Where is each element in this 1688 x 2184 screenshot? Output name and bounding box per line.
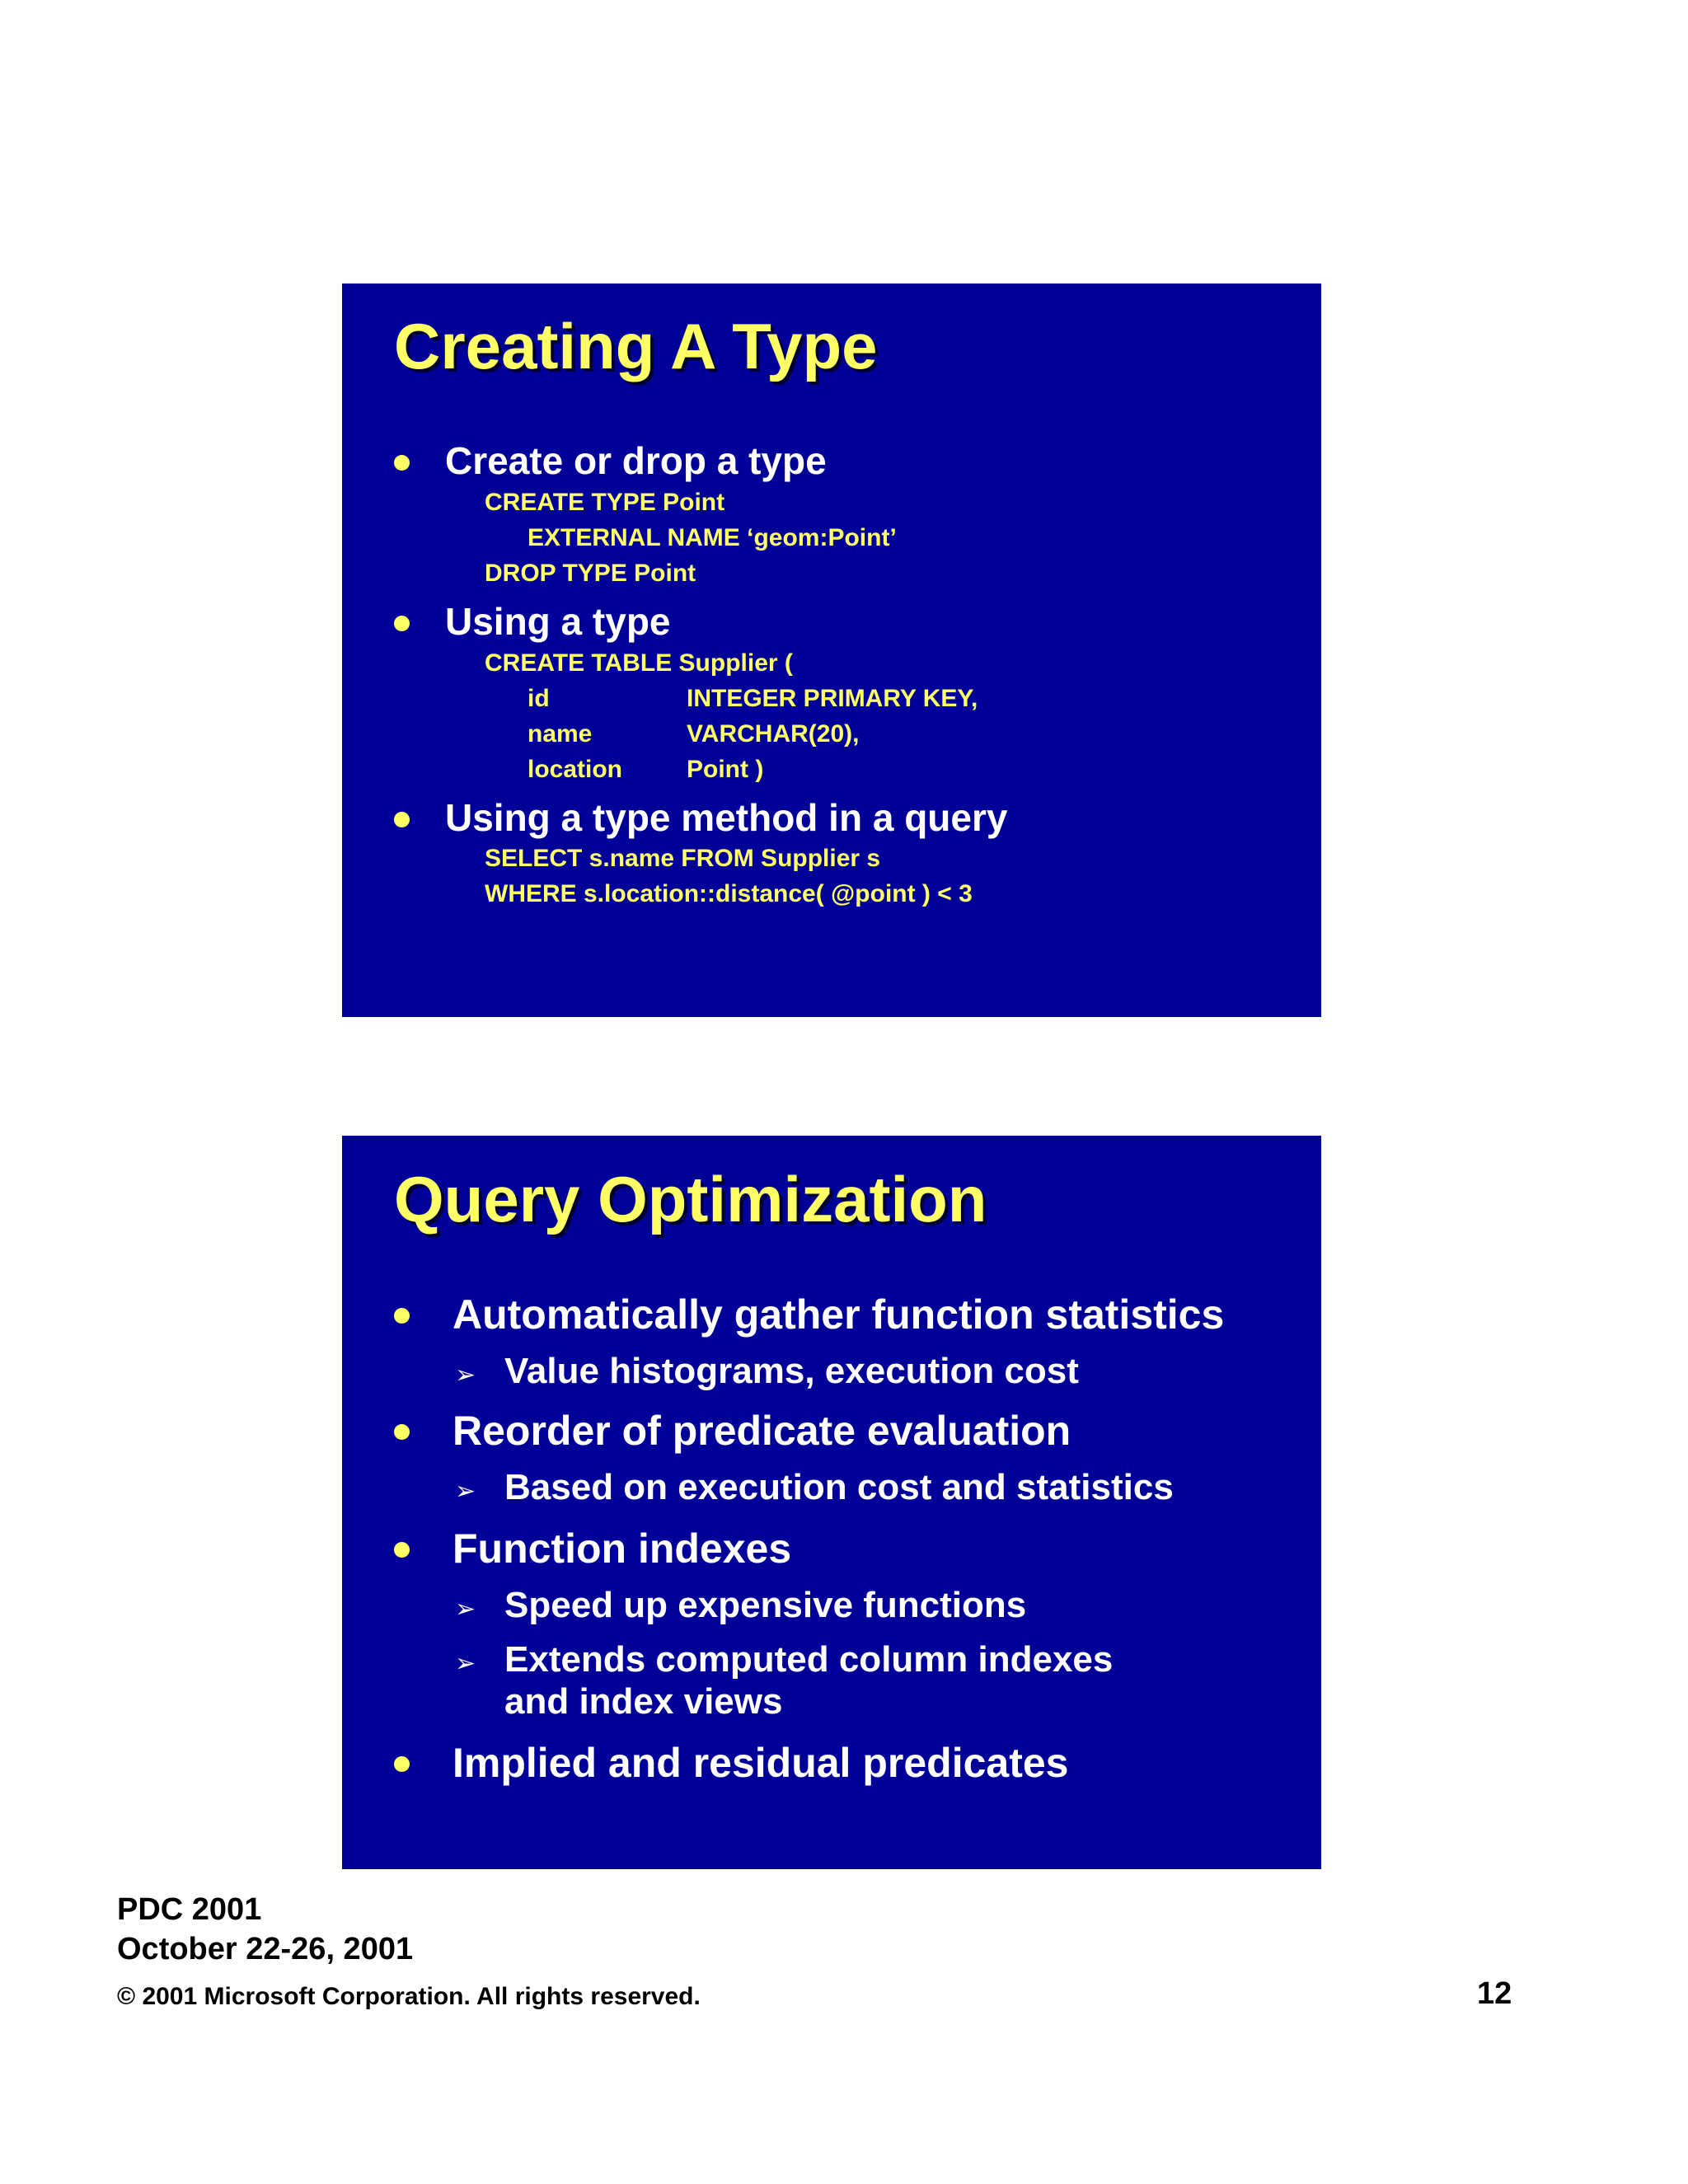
sub-bullet-text: Speed up expensive functions (504, 1585, 1027, 1625)
bullet-dot-icon (394, 1308, 410, 1324)
code-line: CREATE TABLE Supplier ( (485, 649, 793, 677)
bullet-dot-icon (394, 1424, 410, 1440)
bullet-text: Automatically gather function statistics (452, 1291, 1225, 1338)
footer-event: PDC 2001 (117, 1892, 262, 1927)
slide-creating-a-type (342, 284, 1321, 1017)
bullet-text: Reorder of predicate evaluation (452, 1408, 1071, 1454)
bullet-dot-icon (394, 812, 410, 827)
arrow-right-icon: ➢ (455, 1649, 476, 1678)
code-line: WHERE s.location::distance( @point ) < 3 (485, 880, 973, 907)
bullet-text: Implied and residual predicates (452, 1740, 1069, 1786)
bullet-text: Using a type method in a query (445, 796, 1008, 839)
slide-title: Query Optimization (394, 1163, 987, 1235)
column-name: id (528, 685, 550, 712)
bullet-dot-icon (394, 616, 410, 631)
sub-bullet-text: Based on execution cost and statistics (504, 1467, 1174, 1507)
page-number: 12 (1477, 1976, 1512, 2011)
column-name: location (528, 756, 623, 783)
sub-bullet-text: and index views (504, 1681, 783, 1722)
arrow-right-icon: ➢ (455, 1595, 476, 1624)
bullet-dot-icon (394, 1542, 410, 1558)
column-type: VARCHAR(20), (687, 720, 860, 748)
footer-copyright: © 2001 Microsoft Corporation. All rights reserved. (117, 1983, 701, 2010)
code-line: SELECT s.name FROM Supplier s (485, 845, 881, 872)
bullet-dot-icon (394, 455, 410, 471)
arrow-right-icon: ➢ (455, 1477, 476, 1506)
code-line: DROP TYPE Point (485, 560, 696, 587)
slide-query-optimization (342, 1136, 1321, 1869)
bullet-dot-icon (394, 1756, 410, 1772)
column-type: INTEGER PRIMARY KEY, (687, 685, 978, 712)
bullet-text: Using a type (445, 600, 671, 643)
column-name: name (528, 720, 593, 748)
column-type: Point ) (687, 756, 764, 783)
code-line: EXTERNAL NAME ‘geom:Point’ (528, 524, 897, 551)
arrow-right-icon: ➢ (455, 1361, 476, 1390)
footer-dates: October 22-26, 2001 (117, 1932, 414, 1966)
bullet-text: Function indexes (452, 1526, 792, 1572)
bullet-text: Create or drop a type (445, 439, 827, 482)
code-line: CREATE TYPE Point (485, 489, 725, 516)
sub-bullet-text: Value histograms, execution cost (504, 1351, 1079, 1391)
sub-bullet-text: Extends computed column indexes (504, 1639, 1114, 1680)
slide-title: Creating A Type (394, 310, 878, 382)
